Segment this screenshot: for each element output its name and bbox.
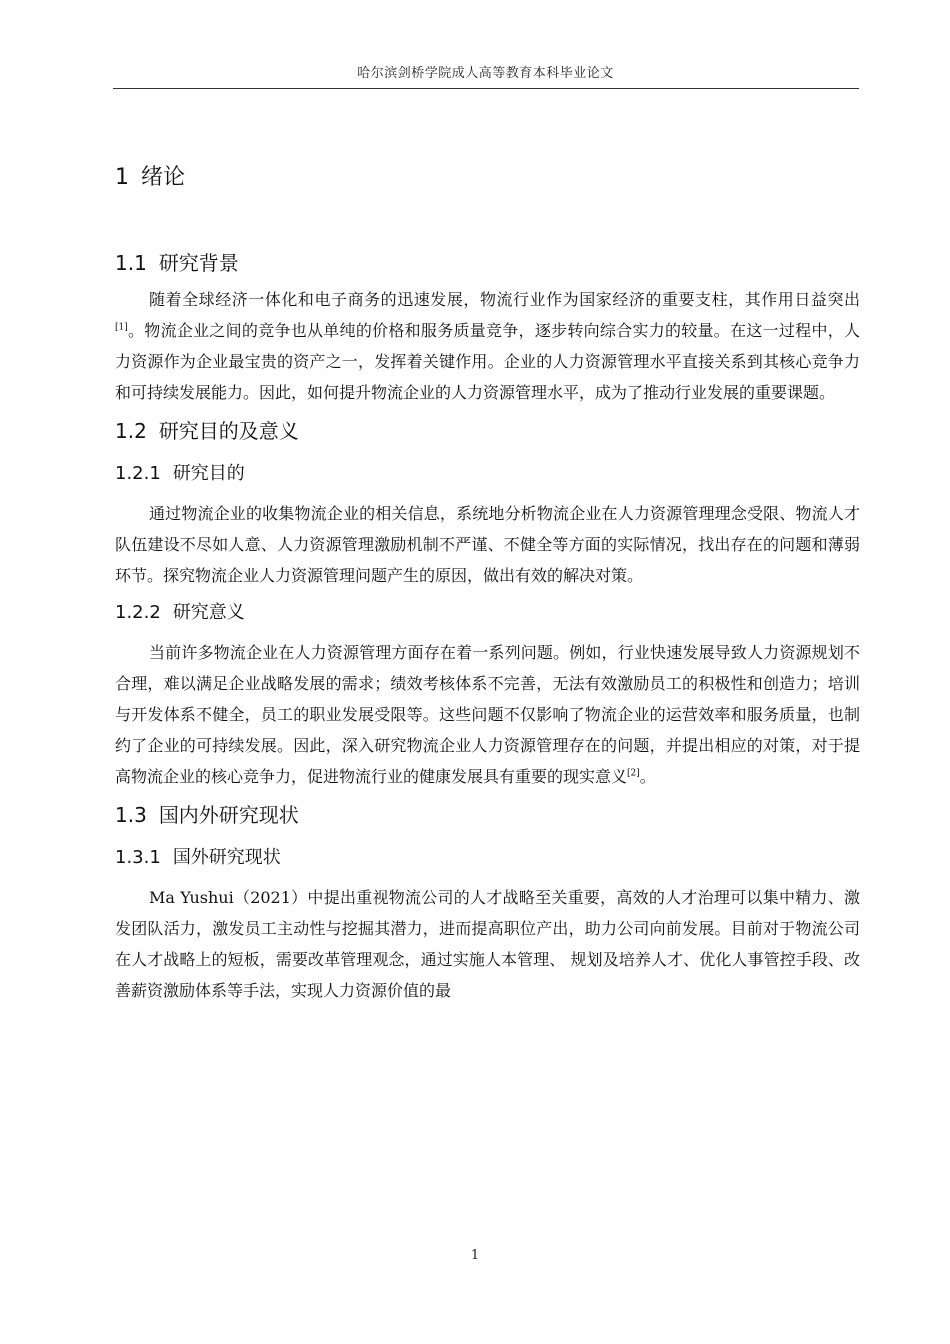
section-title: 研究目的及意义 <box>158 419 299 443</box>
header-divider <box>113 88 859 89</box>
subsection-title: 研究意义 <box>172 602 245 623</box>
section-title: 研究背景 <box>158 251 239 275</box>
subsection-title: 国外研究现状 <box>172 847 281 868</box>
citation-ref: [1] <box>115 322 128 333</box>
running-header: 哈尔滨剑桥学院成人高等教育本科毕业论文 <box>357 66 614 81</box>
paragraph-text: 。物流企业之间的竞争也从单纯的价格和服务质量竞争，逐步转向综合实力的较量。在这一过程中，人力资源作为企业最宝贵的资产之一，发挥着关键作用。企业的人力资源管理水平直接关系到其核心竞争力和可持续发展能力。因此，如何提升物流企业的人力资源管理水平，成为了推动行业发展的重要课题。 <box>115 321 860 402</box>
section-heading-1-3 <box>115 798 860 832</box>
subsection-number: 1.3.1 <box>115 847 161 868</box>
chapter-heading <box>115 160 860 196</box>
section-title: 国内外研究现状 <box>158 803 299 827</box>
page-number: 1 <box>470 1248 480 1263</box>
paragraph-text: 当前许多物流企业在人力资源管理方面存在着一系列问题。例如，行业快速发展导致人力资源规划不合理，难以满足企业战略发展的需求；绩效考核体系不完善，无法有效激励员工的积极性和创造力；培训与开发体系不健全，员工的职业发展受限等。这些问题不仅影响了物流企业的运营效率和服务质量，也制约了企业的可持续发展。因此，深入研究物流企业人力资源管理存在的问题，并提出相应的对策，对于提高物流企业的核心竞争力，促进物流行业的健康发展具有重要的现实意义 <box>115 643 860 786</box>
section-number: 1.2 <box>115 419 147 443</box>
paragraph-research-significance <box>115 637 860 792</box>
paragraph-text: 。 <box>639 767 656 786</box>
paragraph-text: 随着全球经济一体化和电子商务的迅速发展，物流行业作为国家经济的重要支柱，其作用日益突出 <box>149 290 860 309</box>
paragraph-research-background <box>115 284 860 408</box>
subsection-heading-1-2-1 <box>115 458 860 490</box>
subsection-number: 1.2.2 <box>115 602 161 623</box>
paragraph-research-purpose: 通过物流企业的收集物流企业的相关信息，系统地分析物流企业在人力资源管理理念受限、物流人才队伍建设不尽如人意、人力资源管理激励机制不严谨、不健全等方面的实际情况，找出存在的问题和薄弱环节。探究物流企业人力资源管理问题产生的原因，做出有效的解决对策。 <box>115 504 860 585</box>
section-heading-1-2 <box>115 414 860 448</box>
subsection-number: 1.2.1 <box>115 463 161 484</box>
page-content <box>115 160 860 1006</box>
section-number: 1.3 <box>115 803 147 827</box>
section-number: 1.1 <box>115 251 147 275</box>
chapter-title: 绪论 <box>141 165 186 190</box>
citation-ref: [2] <box>627 768 640 779</box>
subsection-heading-1-3-1 <box>115 842 860 874</box>
chapter-number: 1 <box>115 165 129 190</box>
section-heading-1-1 <box>115 246 860 280</box>
subsection-heading-1-2-2 <box>115 597 860 629</box>
paragraph-foreign-research: Ma Yushui（2021）中提出重视物流公司的人才战略至关重要，高效的人才治理可以集中精力、激发团队活力，激发员工主动性与挖掘其潜力，进而提高职位产出，助力公司向前发展。目前对于物流公司在人才战略上的短板，需要改革管理观念，通过实施人本管理、 规划及培养人才、优化人事管控手段、改善薪资激励体系等手法，实现人力资源价值的最 <box>115 888 860 1000</box>
subsection-title: 研究目的 <box>172 463 245 484</box>
